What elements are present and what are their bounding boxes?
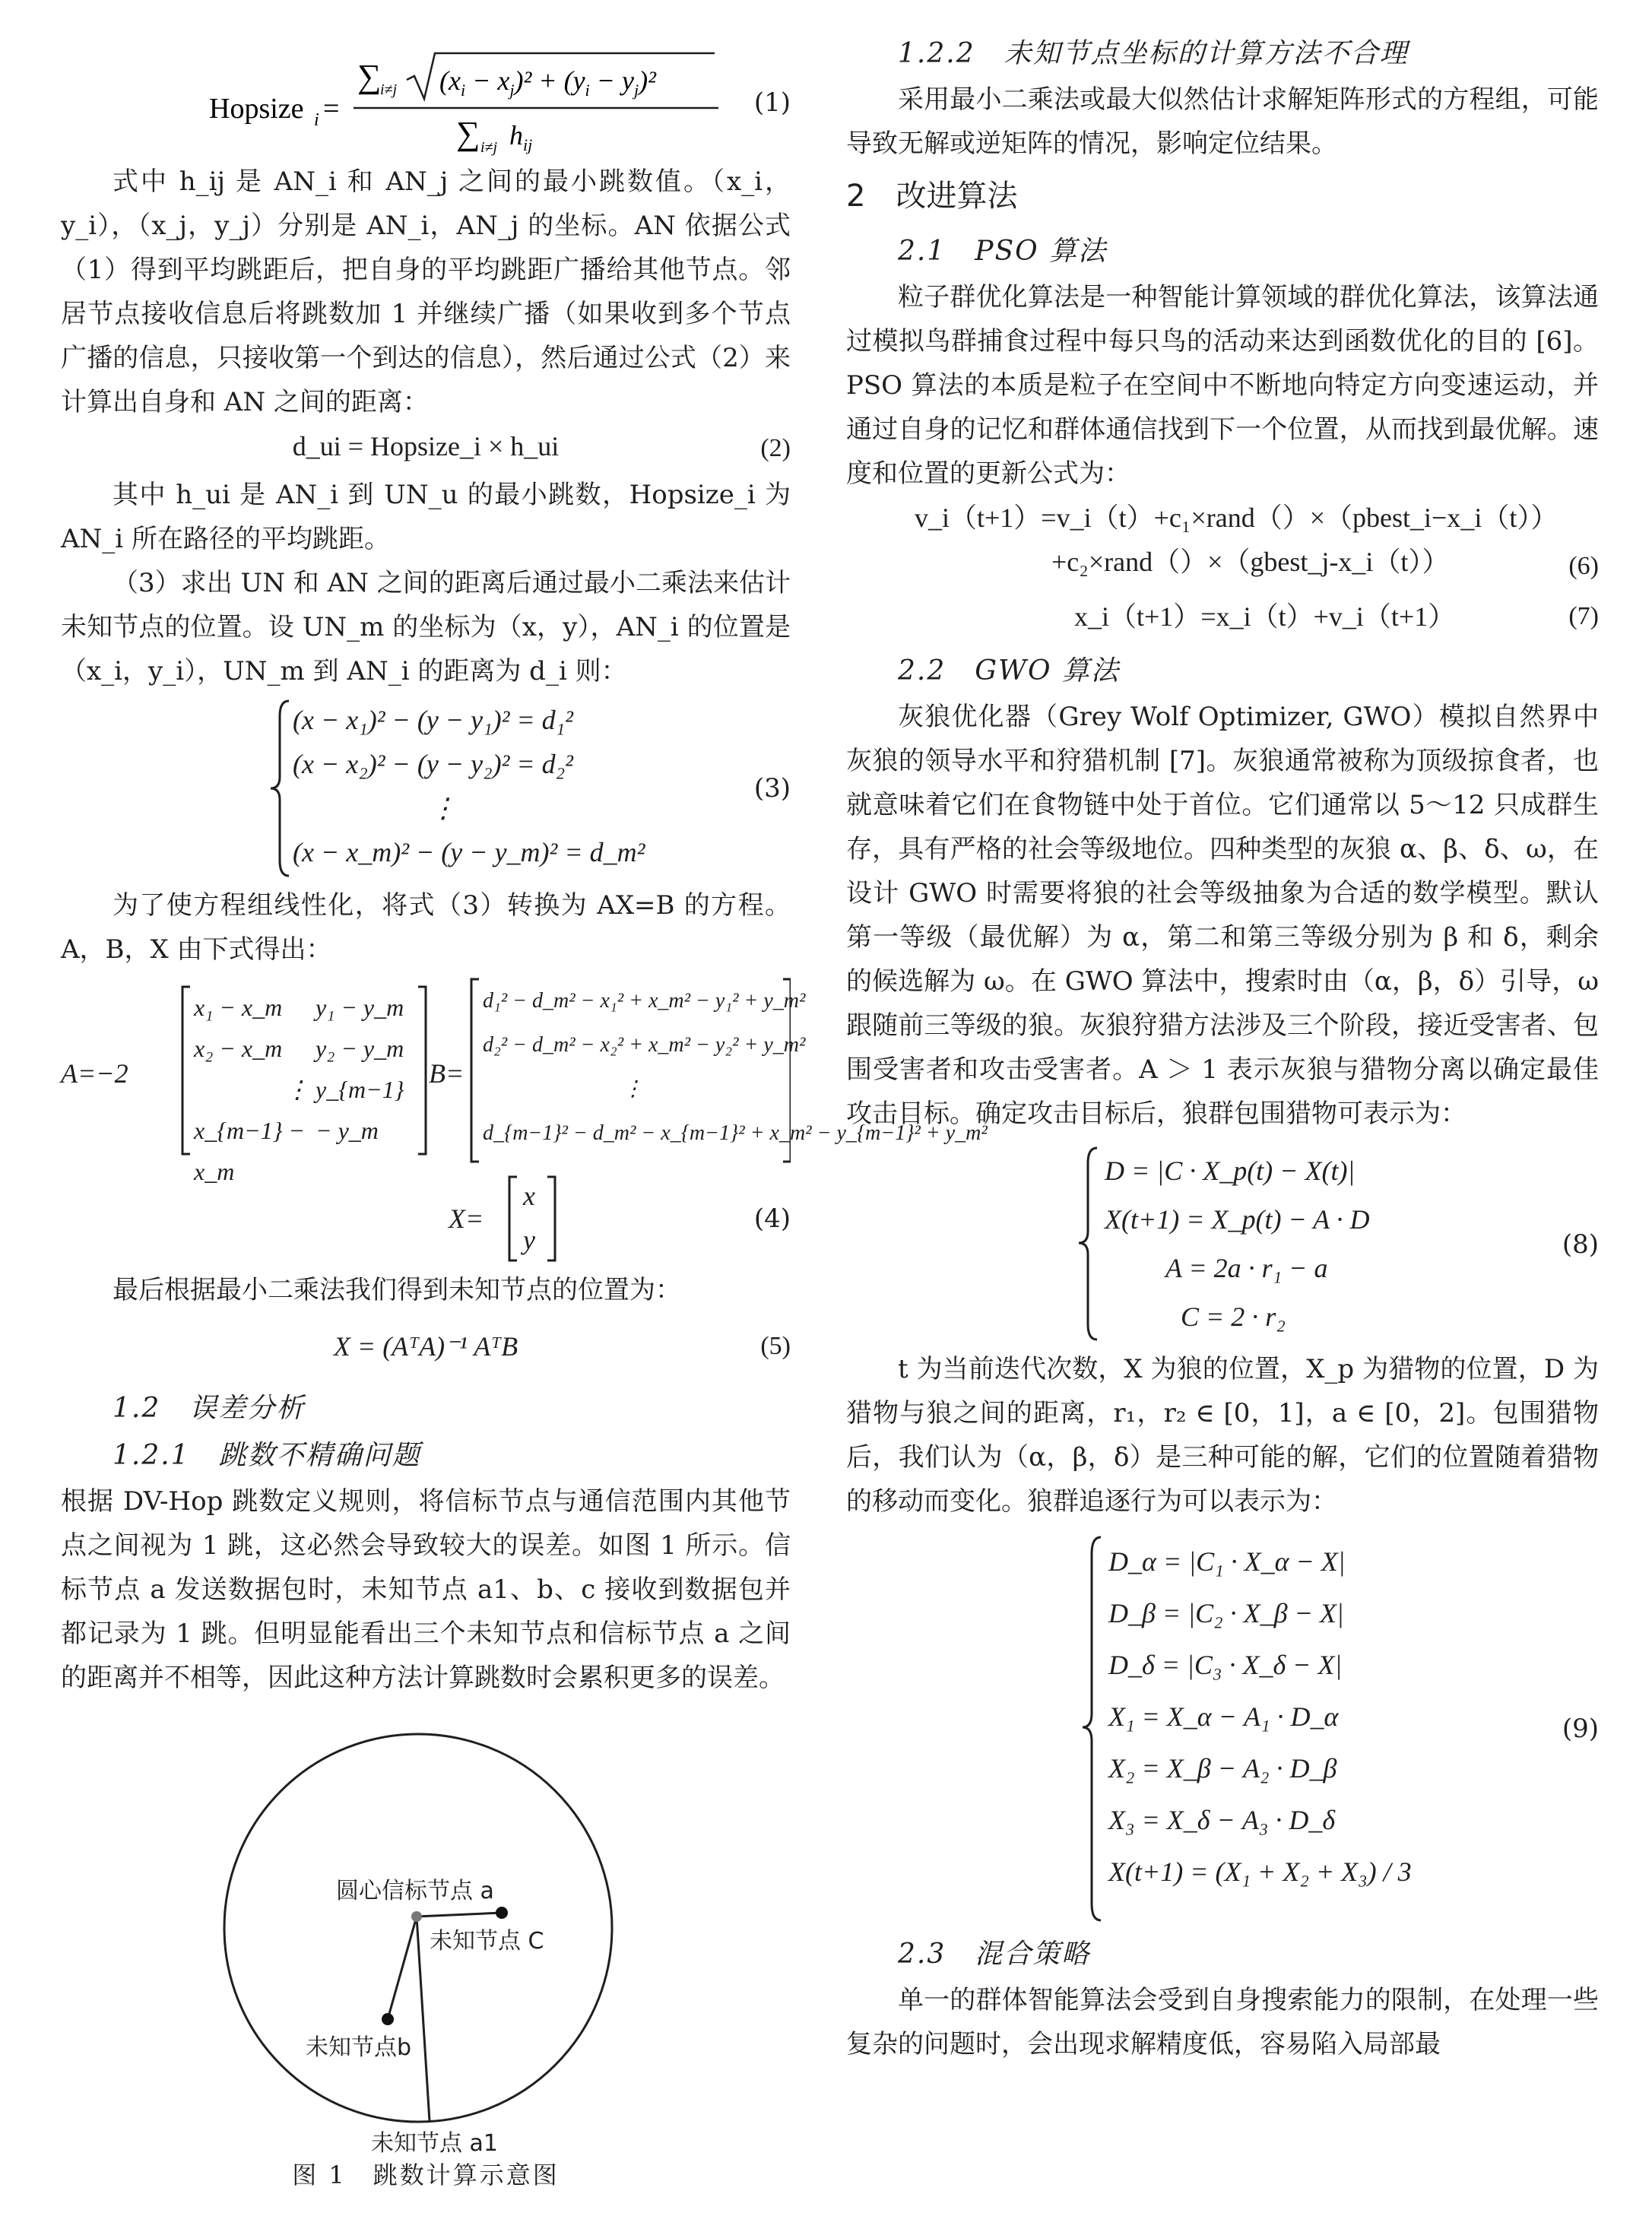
equation-9-row: D_α = |C₁ · X_α − X| [1108,1546,1346,1577]
svg-text:∑: ∑ [456,115,480,152]
paragraph-least-squares: （3）求出 UN 和 AN 之间的距离后通过最小二乘法来估计未知节点的位置。设 UN_m 的坐标为（x，y），AN_i 的位置是（x_i，y_i），UN_m 到 AN_i 的距离为 d_i 则： [61,568,791,686]
equation-1 [61,46,791,160]
svg-text:i: i [314,110,319,130]
equation-3-row: ⋮ [430,793,457,823]
equation-8-row: X(t+1) = X_p(t) − A · D [1105,1204,1370,1235]
matrix-a-cell: y₁ − y_m [315,994,404,1021]
matrix-b-row: d₁² − d_m² − x₁² + x_m² − y₁² + y_m² [483,989,806,1013]
equation-5 [61,1312,791,1381]
equation-9-number: (9) [1562,1714,1599,1744]
heading-2-3: 2.3 混合策略 [898,1939,1091,1970]
equation-6 [846,496,1599,590]
equation-8-number: (8) [1562,1229,1599,1260]
matrix-a-cell: x₁ − x_m [194,994,283,1021]
equation-6-line2: +c₂×rand（）×（gbest_j-x_i（t）） [1051,547,1450,577]
paragraph-hop-issue: 根据 DV-Hop 跳数定义规则，将信标节点与通信范围内其他节点之间视为 1 跳，这必然会导致较大的误差。如图 1 所示。信标节点 a 发送数据包时，未知节点 a1、b、c 接收到数据包并都记录为 1 跳。但明显能看出三个未知节点和信标节点 a 之间的距离并不相等，因此这种方法计算跳数时会累积更多的误差。 [61,1486,791,1693]
equation-7-text: x_i（t+1）=x_i（t）+v_i（t+1） [1074,601,1456,632]
matrix-a-cell: y₂ − y_m [315,1035,404,1062]
heading-1-2-1: 1.2.1 跳数不精确问题 [113,1440,421,1471]
link-a-c [417,1913,502,1917]
equation-9-row: X₂ = X_β − A₂ · D_β [1108,1753,1337,1784]
paragraph-gwo: 灰狼优化器（Grey Wolf Optimizer, GWO）模拟自然界中灰狼的领导水平和狩猎机制 [7]。灰狼通常被称为顶级掠食者，也就意味着它们在食物链中处于首位。它们通常以 5～12 只成群生存，具有严格的社会等级地位。四种类型的灰狼 α、β、δ、ω，在设计 GWO 时需要将狼的社会等级抽象为合适的数学模型。默认第一等级（最优解）为 α，第二和第三等级分别为 β 和 δ，剩余的候选解为 ω。在 GWO 算法中，搜索时由（α，β，δ）引导，ω 跟随前三等级的狼。灰狼狩猎方法涉及三个阶段，接近受害者、包围受害者和攻击受害者。A ＞ 1 表示灰狼与猎物分离以确定最佳攻击目标。确定攻击目标后，狼群包围猎物可表示为： [846,702,1599,1129]
label-beacon-a: 圆心信标节点 a [336,1878,494,1904]
equation-5-text: X = (AᵀA)⁻¹ AᵀB [333,1331,518,1362]
equation-6-number: (6) [1568,552,1599,580]
equation-matrices [61,972,988,1185]
unknown-node-c-dot [496,1907,508,1919]
equation-2-text: d_ui = Hopsize_i × h_ui [292,431,560,461]
equation-9-row: X₁ = X_α − A₁ · D_α [1108,1701,1339,1732]
equation-1-graphic [61,46,791,160]
matrix-b-row: d₂² − d_m² − x₂² + x_m² − y₂² + y_m² [483,1033,806,1057]
equation-1-number: (1) [753,87,791,118]
svg-text:i≠j: i≠j [380,81,398,98]
link-a-b [388,1917,417,2019]
svg-text:=: = [323,93,340,125]
paragraph-hui-definition: 其中 h_ui 是 AN_i 到 UN_u 的最小跳数，Hopsize_i 为 AN_i 所在路径的平均跳距。 [61,480,791,554]
equation-8 [846,1142,1599,1347]
equation-7 [846,590,1599,643]
equation-8-row: C = 2 · r₂ [1181,1302,1286,1332]
svg-text:hij: $h_{ij}$ [509,120,533,154]
paragraph-result: 最后根据最小二乘法我们得到未知节点的位置为： [113,1275,681,1305]
heading-2-1: 2.1 PSO 算法 [898,236,1108,267]
equation-4-brackets [61,1169,791,1268]
paragraph-matrix-issue: 采用最小二乘法或最大似然估计求解矩阵形式的方程组，可能导致无解或逆矩阵的情况，影响定位结果。 [846,84,1599,159]
heading-1-2: 1.2 误差分析 [113,1393,306,1424]
label-node-a1: 未知节点 a1 [371,2130,499,2157]
paragraph-gwo-vars: t 为当前迭代次数，X 为狼的位置，X_p 为猎物的位置，D 为猎物与狼之间的距离，r₁，r₂ ∈ [0，1]，a ∈ [0，2]。包围猎物后，我们认为（α，β，δ）是三种可能的解，它们的位置随着猎物的移动而变化。狼群追逐行为可以表示为： [846,1354,1599,1517]
equation-3-row: (x − x₂)² − (y − y₂)² = d₂² [293,749,573,779]
heading-2-2: 2.2 GWO 算法 [898,655,1120,686]
matrix-a-cell: x_{m−1} − x_m [194,1117,306,1185]
heading-2: 2 改进算法 [846,179,1018,214]
hop-diagram [61,1730,791,2141]
equation-9-row: D_β = |C₂ · X_β − X| [1108,1598,1344,1628]
equation-2-number: (2) [760,434,791,462]
matrix-b-lhs: B= [429,1058,465,1089]
svg-text:Hopsize: Hopsize [209,93,304,125]
link-a-a1 [417,1917,430,2121]
unknown-node-b-dot [382,2013,394,2025]
svg-text:∑: ∑ [357,58,382,95]
equation-3-row: (x − x_m)² − (y − y_m)² = d_m² [293,837,645,867]
equation-4 [61,1169,791,1268]
paragraph-hybrid: 单一的群体智能算法会受到自身搜索能力的限制，在处理一些复杂的问题时，会出现求解精度低，容易陷入局部最 [846,1985,1599,2059]
svg-text:i≠j: i≠j [480,139,498,156]
equation-9 [846,1531,1599,1926]
equation-3-row: (x − x₁)² − (y − y₁)² = d₁² [293,705,573,735]
vector-x-entry: x [523,1181,535,1211]
equation-4-lhs: X= [449,1203,484,1234]
equation-4-number: (4) [753,1203,791,1234]
matrix-a-lhs: A=−2 [61,1058,128,1089]
equation-8-row: D = |C · X_p(t) − X(t)| [1105,1156,1356,1186]
matrix-b-row: d_{m−1}² − d_m² − x_{m−1}² + x_m² − y_{m−1}² + y_m² [483,1121,988,1145]
vector-x-entry: y [523,1225,535,1255]
figure-1-caption: 图 1 跳数计算示意图 [292,2161,560,2189]
equation-5-number: (5) [760,1332,791,1360]
matrix-a-cell: ⋮ [285,1076,309,1103]
paragraph-pso: 粒子群优化算法是一种智能计算领域的群优化算法，该算法通过模拟鸟群捕食过程中每只鸟的活动来达到函数优化的目的 [6]。PSO 算法的本质是粒子在空间中不断地向特定方向变速运动，并通过自身的记忆和群体通信找到下一个位置，从而找到最优解。速度和位置的更新公式为： [846,282,1599,489]
matrix-a-cell: x₂ − x_m [194,1035,283,1062]
right-column [846,30,1599,2066]
figure-1 [61,1730,791,2157]
equation-9-row: X₃ = X_δ − A₃ · D_δ [1108,1805,1336,1835]
paragraph-hij-definition: 式中 h_ij 是 AN_i 和 AN_j 之间的最小跳数值。（x_i，y_i），（x_j，y_j）分别是 AN_i，AN_j 的坐标。AN 依据公式（1）得到平均跳距后，把自身的平均跳距广播给其他节点。邻居节点接收信息后将跳数加 1 并继续广播（如果收到多个节点广播的信息，只接收第一个到达的信息），然后通过公式（2）来计算出自身和 AN 之间的距离： [61,166,791,417]
equation-2 [61,424,791,473]
equation-7-number: (7) [1568,602,1599,630]
equation-3 [61,693,791,883]
label-node-b: 未知节点b [306,2034,412,2061]
label-node-c: 未知节点 C [430,1928,544,1955]
paragraph-linearize: 为了使方程组线性化，将式（3）转换为 AX=B 的方程。A，B，X 由下式得出： [61,890,791,965]
equation-9-row: X(t+1) = (X₁ + X₂ + X₃) / 3 [1108,1856,1412,1887]
beacon-node-a-dot [411,1911,422,1922]
equation-8-row: A = 2a · r₁ − a [1165,1253,1328,1283]
equation-6-line1: v_i（t+1）=v_i（t）+c₁×rand（）×（pbest_i−x_i（t）） [915,503,1558,533]
matrix-a-cell: y_{m−1} − y_m [315,1076,404,1144]
equation-9-row: D_δ = |C₃ · X_δ − X| [1108,1650,1343,1680]
heading-1-2-2: 1.2.2 未知节点坐标的计算方法不合理 [898,38,1409,69]
matrix-b-row: ⋮ [622,1077,644,1101]
svg-text:(xi − xj)² + (yi − yj)²: $(x_i - x_j)^2 + (y_i - y_j)^2$ [439,65,656,100]
equation-3-number: (3) [753,773,791,804]
